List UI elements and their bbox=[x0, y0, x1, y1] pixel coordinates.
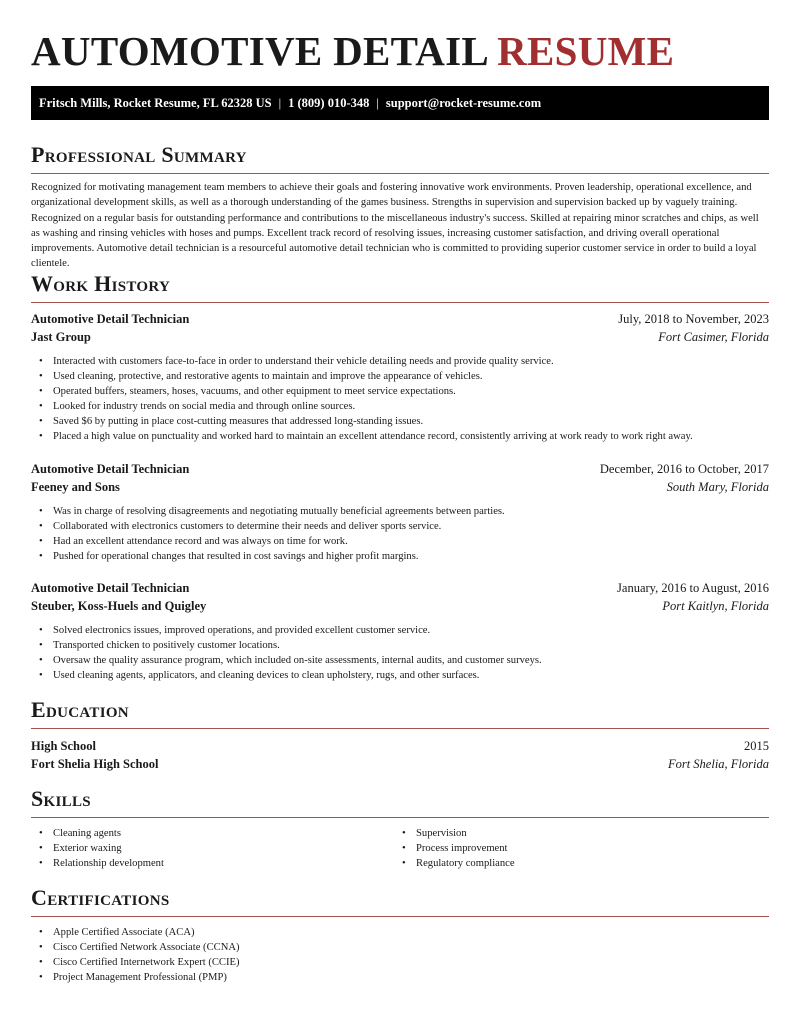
list-item: • Interacted with customers face-to-face in order to understand their vehicle detailing needs and provide quality service. bbox=[53, 354, 769, 369]
job-duties-list bbox=[31, 504, 769, 564]
job-duties-list bbox=[31, 354, 769, 444]
job-location: Fort Casimer, Florida bbox=[658, 330, 769, 344]
list-item: • Used cleaning, protective, and restorative agents to maintain and improve the appearance of vehicles. bbox=[53, 369, 769, 384]
list-item: • Project Management Professional (PMP) bbox=[53, 970, 769, 985]
list-item: • Looked for industry trends on social media and through online sources. bbox=[53, 399, 769, 414]
job-dates: December, 2016 to October, 2017 bbox=[599, 462, 769, 476]
contact-separator: | bbox=[278, 95, 282, 110]
education-school: Fort Shelia High School bbox=[31, 757, 159, 771]
job-header-row bbox=[31, 462, 769, 477]
list-item: • Process improvement bbox=[416, 841, 800, 856]
title-part-2: RESUME bbox=[497, 28, 675, 74]
education-year: 2015 bbox=[744, 739, 769, 753]
job-title: Automotive Detail Technician bbox=[31, 462, 190, 476]
education-location: Fort Shelia, Florida bbox=[667, 757, 769, 771]
certifications-heading: Certifications bbox=[31, 885, 769, 917]
job-dates: July, 2018 to November, 2023 bbox=[618, 312, 769, 326]
list-item: • Used cleaning agents, applicators, and cleaning devices to clean upholstery, rugs, and other surfaces. bbox=[53, 668, 769, 683]
job-dates: January, 2016 to August, 2016 bbox=[617, 581, 769, 595]
summary-text: Recognized for motivating management team members to achieve their goals and fostering innovative work environments. Proven leadership, operational excellence, and organizational development skills, as well as a thorough understanding of the games business. Strengths in supervision and supervision backed up by vaguely training. Recognized on a regular basis for outstanding performance and contributions to the miscellaneous industry's success. Skilled at repairing minor scratches and chips, as well as washing and rinsing vehicles with hoses and pumps. Excellent track record of resolving issues, increasing customer satisfaction, and driving overall operational improvements. Automotive detail technician is a resourceful automotive detail technician who is committed to providing superior customer service in order to build a loyal clientele. bbox=[31, 182, 759, 270]
job-company-row bbox=[31, 330, 769, 345]
list-item: • Regulatory compliance bbox=[416, 856, 800, 871]
job-location: South Mary, Florida bbox=[666, 480, 769, 494]
job-header-row bbox=[31, 581, 769, 596]
list-item: • Cisco Certified Internetwork Expert (CCIE) bbox=[53, 955, 769, 970]
education-row bbox=[31, 739, 769, 754]
list-item: • Relationship development bbox=[53, 856, 769, 871]
list-item: • Pushed for operational changes that resulted in cost savings and higher profit margins. bbox=[53, 549, 769, 564]
job-duties-list bbox=[31, 623, 769, 683]
list-item: • Cisco Certified Network Associate (CCNA) bbox=[53, 940, 769, 955]
job-company: Steuber, Koss-Huels and Quigley bbox=[31, 599, 207, 613]
contact-bar bbox=[31, 86, 769, 120]
list-item: • Placed a high value on punctuality and worked hard to maintain an excellent attendance record, consistently arriving at work ready to work right away. bbox=[53, 429, 769, 444]
job-company: Feeney and Sons bbox=[31, 480, 120, 494]
job-header-row bbox=[31, 312, 769, 327]
contact-phone: 1 (809) 010-348 bbox=[288, 95, 370, 110]
contact-email: support@rocket-resume.com bbox=[385, 95, 542, 110]
education-school-row bbox=[31, 757, 769, 772]
education-heading: Education bbox=[31, 697, 769, 729]
summary-heading: Professional Summary bbox=[31, 142, 769, 174]
list-item: • Had an excellent attendance record and was always on time for work. bbox=[53, 534, 769, 549]
list-item: • Cleaning agents bbox=[53, 826, 769, 841]
job-company: Jast Group bbox=[31, 330, 91, 344]
list-item: • Apple Certified Associate (ACA) bbox=[53, 925, 769, 940]
skills-list-right bbox=[394, 826, 800, 871]
job-title: Automotive Detail Technician bbox=[31, 581, 190, 595]
list-item: • Was in charge of resolving disagreements and negotiating mutually beneficial agreements between parties. bbox=[53, 504, 769, 519]
list-item: • Collaborated with electronics customers to determine their needs and deliver sports service. bbox=[53, 519, 769, 534]
contact-separator: | bbox=[376, 95, 379, 110]
list-item: • Operated buffers, steamers, hoses, vacuums, and other equipment to meet service expectations. bbox=[53, 384, 769, 399]
job-location: Port Kaitlyn, Florida bbox=[662, 599, 769, 613]
job-company-row bbox=[31, 480, 769, 495]
contact-address: Fritsch Mills, Rocket Resume, FL 62328 US bbox=[39, 95, 272, 110]
education-degree: High School bbox=[31, 739, 96, 753]
job-company-row bbox=[31, 599, 769, 614]
title-part-1: AUTOMOTIVE DETAIL bbox=[31, 28, 490, 74]
list-item: • Supervision bbox=[416, 826, 800, 841]
resume-title bbox=[31, 26, 674, 76]
work-history-heading: Work History bbox=[31, 271, 769, 303]
list-item: • Transported chicken to positively customer locations. bbox=[53, 638, 769, 653]
list-item: • Exterior waxing bbox=[53, 841, 769, 856]
list-item: • Saved $6 by putting in place cost-cutting measures that addressed long-standing issues. bbox=[53, 414, 769, 429]
list-item: • Oversaw the quality assurance program, which included on-site assessments, internal audits, and customer surveys. bbox=[53, 653, 769, 668]
certifications-list bbox=[31, 925, 769, 985]
skills-heading: Skills bbox=[31, 786, 769, 818]
job-title: Automotive Detail Technician bbox=[31, 312, 190, 326]
list-item: • Solved electronics issues, improved operations, and provided excellent customer service. bbox=[53, 623, 769, 638]
